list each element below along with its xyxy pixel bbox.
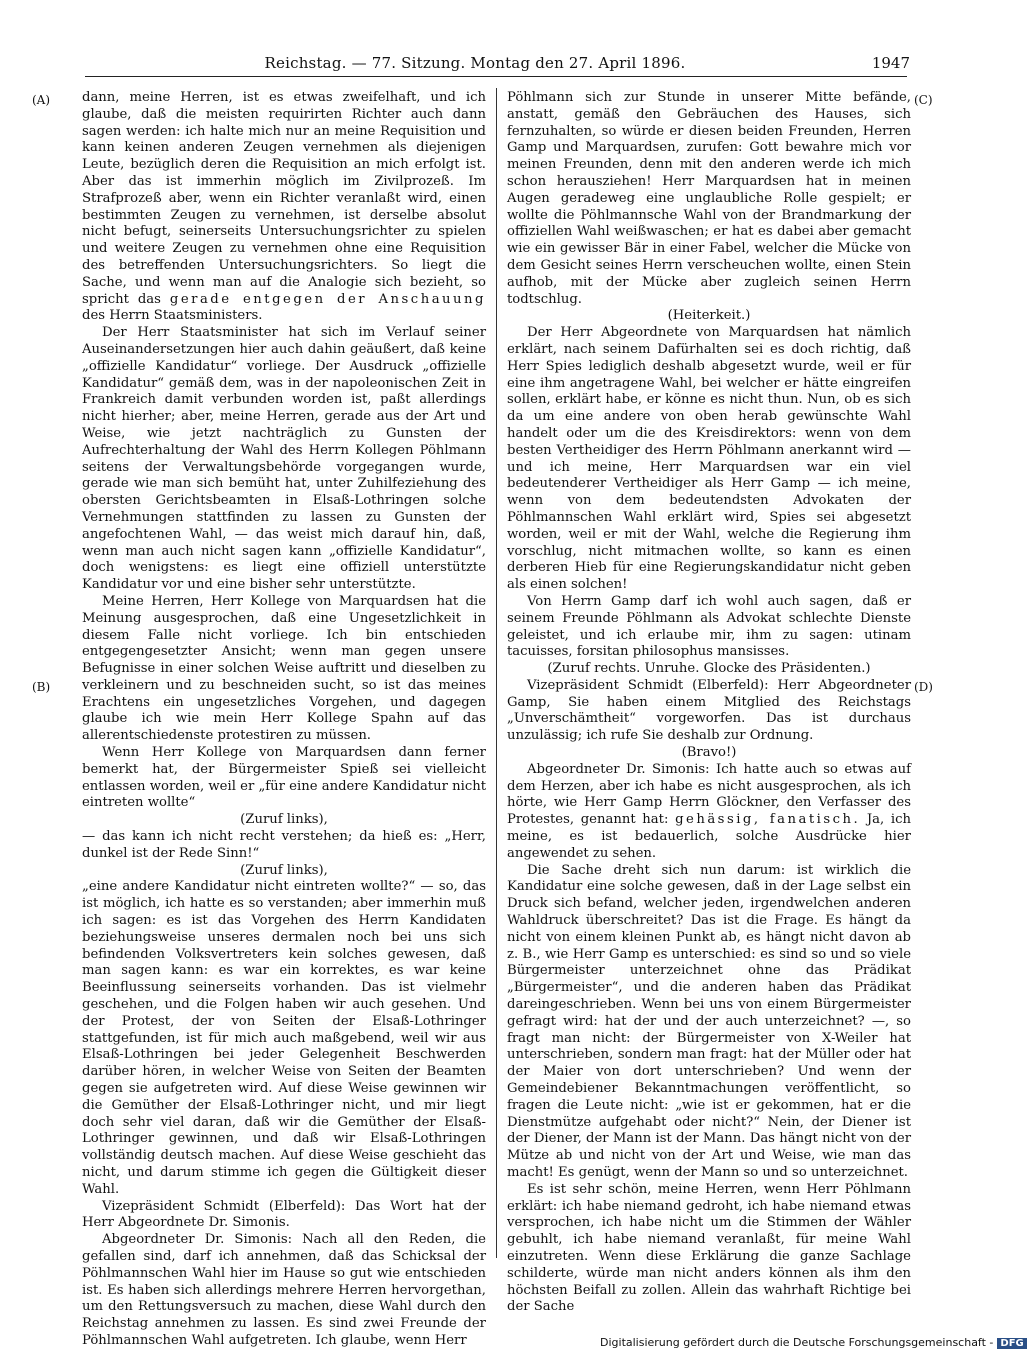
paragraph: Der Herr Staatsminister hat sich im Verlauf seiner Auseinandersetzungen hier auch dahin geäußert, daß keine „offizielle Kandidatur“ vorliege. Der Ausdruck „offizielle Kandidatur“ gemäß dem, was in der napoleonischen Zeit in Frankreich damit verbunden worden ist, paßt allerdings nicht hierher; aber, meine Herren, gerade aus der Art und Weise, wie jetzt nachträglich zu Gunsten der Aufrechterhaltung der Wahl des Herrn Kollegen Pöhlmann seitens der Verwaltungsbehörde vorgegangen wurde, gerade wie man sich bemüht hat, unter Zuhilfeziehung des obersten Gerichtsbeamten in Elsaß-Lothringen solche Vernehmungen stattfinden zu lassen zu Gunsten der angefochtenen Wahl, — das weist mich darauf hin, daß, wenn man auch nicht sagen kann „offizielle Kandidatur“, doch wenigstens: es liegt eine offiziell unterstützte Kandidatur vor und eine bisher sehr unterstützte. bbox=[82, 325, 486, 593]
paragraph: Abgeordneter Dr. Simonis: Ich hatte auch so etwas auf dem Herzen, aber ich habe es nicht ausgesprochen, als ich hörte, wie Herr Gamp Herrn Glöckner, den Verfasser des Protestes, genannt hat: gehässig, fanatisch. Ja, ich meine, es ist bedauerlich, solche Ausdrücke hier angewendet zu sehen. bbox=[507, 761, 912, 861]
paragraph: — das kann ich nicht recht verstehen; da hieß es: „Herr, dunkel ist der Rede Sinn!“ bbox=[82, 829, 486, 861]
margin-marker-d: (D) bbox=[914, 680, 933, 694]
page-number: 1947 bbox=[871, 54, 910, 72]
footer-credit bbox=[600, 1336, 1027, 1349]
paragraph: Abgeordneter Dr. Simonis: Nach all den Reden, die gefallen sind, darf ich annehmen, daß das Schicksal der Pöhlmannschen Wahl hier im Hause so gut wie entschieden ist. Es haben sich allerdings mehrere Herren hervorgethan, um den Rettungsversuch zu machen, diese Wahl durch den Reichstag annehmen zu lassen. Es sind zwei Freunde der Pöhlmannschen Wahl aufgetreten. Ich glaube, wenn Herr bbox=[82, 1232, 486, 1348]
paragraph: Von Herrn Gamp darf ich wohl auch sagen, daß er seinem Freunde Pöhlmann als Advokat schlechte Dienste geleistet, und ich erlaube mir, ihm zu sagen: utinam tacuisses, forsitan philosophus mansisses. bbox=[507, 593, 911, 660]
paragraph: Es ist sehr schön, meine Herren, wenn Herr Pöhlmann erklärt: ich habe niemand gedroht, ich habe niemand etwas versprochen, ich habe nicht um die Stimmen der Wähler gebuhlt, ich habe niemand veranlaßt, für meine Wahl einzutreten. Wenn diese Erklärung die ganze Sachlage schilderte, würde man nicht anders können als ihm den höchsten Beifall zu zollen. Allein das wahrhaft Richtige bei der Sache bbox=[507, 1181, 911, 1315]
interjection: (Zuruf links), bbox=[240, 812, 328, 828]
margin-marker-b: (B) bbox=[32, 680, 51, 694]
paragraph: dann, meine Herren, ist es etwas zweifelhaft, und ich glaube, daß die meisten requirirten Richter auch dann sagen werden: ich halte mich nur an meine Requisition und kann keinen anderen Zeugen vernehmen als diejenigen Leute, bezüglich deren die Requisition an mich erfolgt ist. Aber das ist immerhin möglich im Zivilprozeß. Im Strafprozeß aber, wenn ein Richter veranlaßt wird, einen bestimmten Zeugen zu vernehmen, ist derselbe absolut nicht befugt, seinerseits Untersuchungsrichter zu spielen und weitere Zeugen zu vernehmen ohne eine Requisition des betreffenden Untersuchungsrichters. So liegt die Sache, und wenn man auf die Analogie sich bezieht, so spricht das gerade entgegen der Anschauung des Herrn Staatsministers. bbox=[82, 90, 486, 324]
paragraph: Pöhlmann sich zur Stunde in unserer Mitte befände, anstatt, gemäß den Gebräuchen des Hauses, sich fernzuhalten, so würde er diesen beiden Freunden, Herren Gamp und Marquardsen, zurufen: Gott bewahre mich vor meinen Freunden, denn mit den anderen werde ich mich schon herausziehen! Herr Marquardsen hat in meinen Augen geradeweg eine unglaubliche Rolle gespielt; er wollte die Pöhlmannsche Wahl von der Brandmarkung der offiziellen Wahl weißwaschen; er hat es dabei aber gemacht wie ein gewisser Bär in einer Fabel, welcher die Mücke von dem Gesicht seines Herrn verscheuchen wollte, einen Stein aufhob, mit der Mücke aber zugleich seinen Herrn todtschlug. bbox=[507, 90, 911, 307]
margin-marker-a: (A) bbox=[32, 93, 51, 107]
paragraph: Vizepräsident Schmidt (Elberfeld): Herr Abgeordneter Gamp, Sie haben einem Mitglied des Reichstags „Unverschämtheit“ vorgeworfen. Das ist durchaus unzulässig; ich rufe Sie deshalb zur Ordnung. bbox=[507, 677, 911, 744]
left-column bbox=[82, 90, 486, 1348]
paragraph: Wenn Herr Kollege von Marquardsen dann ferner bemerkt hat, der Bürgermeister Spieß sei vielleicht entlassen worden, weil er „für eine andere Kandidatur nicht eintreten wollte“ bbox=[82, 745, 486, 811]
right-column bbox=[507, 90, 912, 1315]
margin-marker-c: (C) bbox=[914, 93, 933, 107]
column-divider bbox=[496, 88, 497, 1258]
header-title: Reichstag. — 77. Sitzung. Montag den 27. April 1896. bbox=[264, 54, 686, 72]
dfg-logo: DFG bbox=[997, 1338, 1026, 1349]
footer-text: Digitalisierung gefördert durch die Deutsche Forschungsgemeinschaft - bbox=[600, 1336, 994, 1349]
interjection: (Zuruf rechts. Unruhe. Glocke des Präsidenten.) bbox=[547, 661, 871, 677]
interjection: (Heiterkeit.) bbox=[667, 308, 751, 324]
page-header bbox=[40, 48, 910, 78]
spaced-emphasis: gerade entgegen der Anschauung bbox=[169, 291, 486, 307]
paragraph: Meine Herren, Herr Kollege von Marquardsen hat die Meinung ausgesprochen, daß eine Ungesetzlichkeit in diesem Falle nicht vorliege. Ich bin entschieden entgegengesetzter Ansicht; wenn man gegen unsere Befugnisse in einer solchen Weise auftritt und dieselben zu verkleinern und zu beschneiden sucht, so ist das meines Erachtens ein ungesetzliches Vorgehen, und dagegen glaube ich wie mein Herr Kollege Spahn auf das allerentschiedenste protestiren zu müssen. bbox=[82, 593, 486, 744]
paragraph: Der Herr Abgeordnete von Marquardsen hat nämlich erklärt, nach seinem Dafürhalten sei es doch richtig, daß Herr Spies lediglich deshalb abgesetzt wurde, weil er für eine ihm angetragene Wahl, bei welcher er hätte eingreifen sollen, erklärt habe, er könne es nicht thun. Nun, ob es sich da um eine andere von oben herab gewünschte Wahl handelt oder um die des Kreisdirektors: wenn von dem besten Vertheidiger des Herrn Pöhlmann anerkannt wird — und ich meine, Herr Marquardsen war ein viel bedeutenderer Vertheidiger als Herr Gamp — ich meine, wenn von dem bedeutendsten Advokaten der Pöhlmannschen Wahl erklärt wird, Spies sei abgesetzt worden, weil er mit der Wahl, welche die Regierung ihm vorschlug, nicht mitmachen wollte, so kann es einen derberen Hieb für eine Regierungskandidatur nicht geben als einen solchen! bbox=[507, 325, 911, 593]
header-rule bbox=[85, 76, 907, 77]
paragraph: Vizepräsident Schmidt (Elberfeld): Das Wort hat der Herr Abgeordnete Dr. Simonis. bbox=[82, 1198, 486, 1231]
interjection: (Zuruf links), bbox=[240, 862, 328, 878]
interjection: (Bravo!) bbox=[681, 745, 737, 761]
paragraph: Die Sache dreht sich nun darum: ist wirklich die Kandidatur eine solche gewesen, daß in der Lage selbst ein Druck sich befand, welcher jeden, irgendwelchen anderen Wahldruck überschreitet? Das ist die Frage. Es hängt da nicht von einem kleinen Punkt ab, es hängt nicht davon ab z. B., wie Herr Gamp es unterschied: es sind so und so viele Bürgermeister unterzeichnet ohne das Prädikat „Bürgermeister“, und die anderen haben das Prädikat dareingeschrieben. Wenn bei uns von einem Bürgermeister gefragt wird: hat der und der auch unterzeichnet? —, so fragt man nicht: der Bürgermeister von X-Weiler hat unterschrieben, sondern man fragt: hat der Müller oder hat der Maier von dort unterschrieben? Und wenn der Gemeindebiener Bekanntmachungen veröffentlicht, so fragen die Leute nicht: „wie ist er gekommen, hat er die Dienstmütze aufgehabt oder nicht?“ Nein, der Diener ist der Diener, der Mann ist der Mann. Das hängt nicht von der Mütze ab und nicht von der Art und Weise, wie man das macht! Es genügt, wenn der Mann so und so unterzeichnet. bbox=[507, 862, 911, 1180]
paragraph: „eine andere Kandidatur nicht eintreten wollte?“ — so, das ist möglich, ich hatte es so verstanden; aber immerhin muß ich sagen: es ist das Vorgehen des Herrn Kandidaten beziehungsweise unseres dermalen noch bei uns sich befindenden Volksvertreters kein solches gewesen, daß man sagen kann: es war ein korrektes, es war keine Beeinflussung seinerseits vorhanden. Das ist vielmehr geschehen, und die Folgen haben wir auch gesehen. Und der Protest, der von Seiten der Elsaß-Lothringer stattgefunden, ist für mich auch maßgebend, weil wir aus Elsaß-Lothringen bei jeder Gelegenheit Beschwerden darüber hören, in welcher Weise von Seiten der Beamten gegen sie aufgetreten wird. Auf diese Weise gewinnen wir die Gemüther der Elsaß-Lothringer nicht, und mir liegt doch sehr viel daran, daß wir die Gemüther der Elsaß-Lothringer gewinnen, und daß wir Elsaß-Lothringen vollständig deutsch machen. Auf diese Weise geschieht das nicht, und darum stimme ich gegen die Gültigkeit dieser Wahl. bbox=[82, 879, 486, 1197]
spaced-emphasis: gehässig, fanatisch. bbox=[675, 812, 861, 828]
